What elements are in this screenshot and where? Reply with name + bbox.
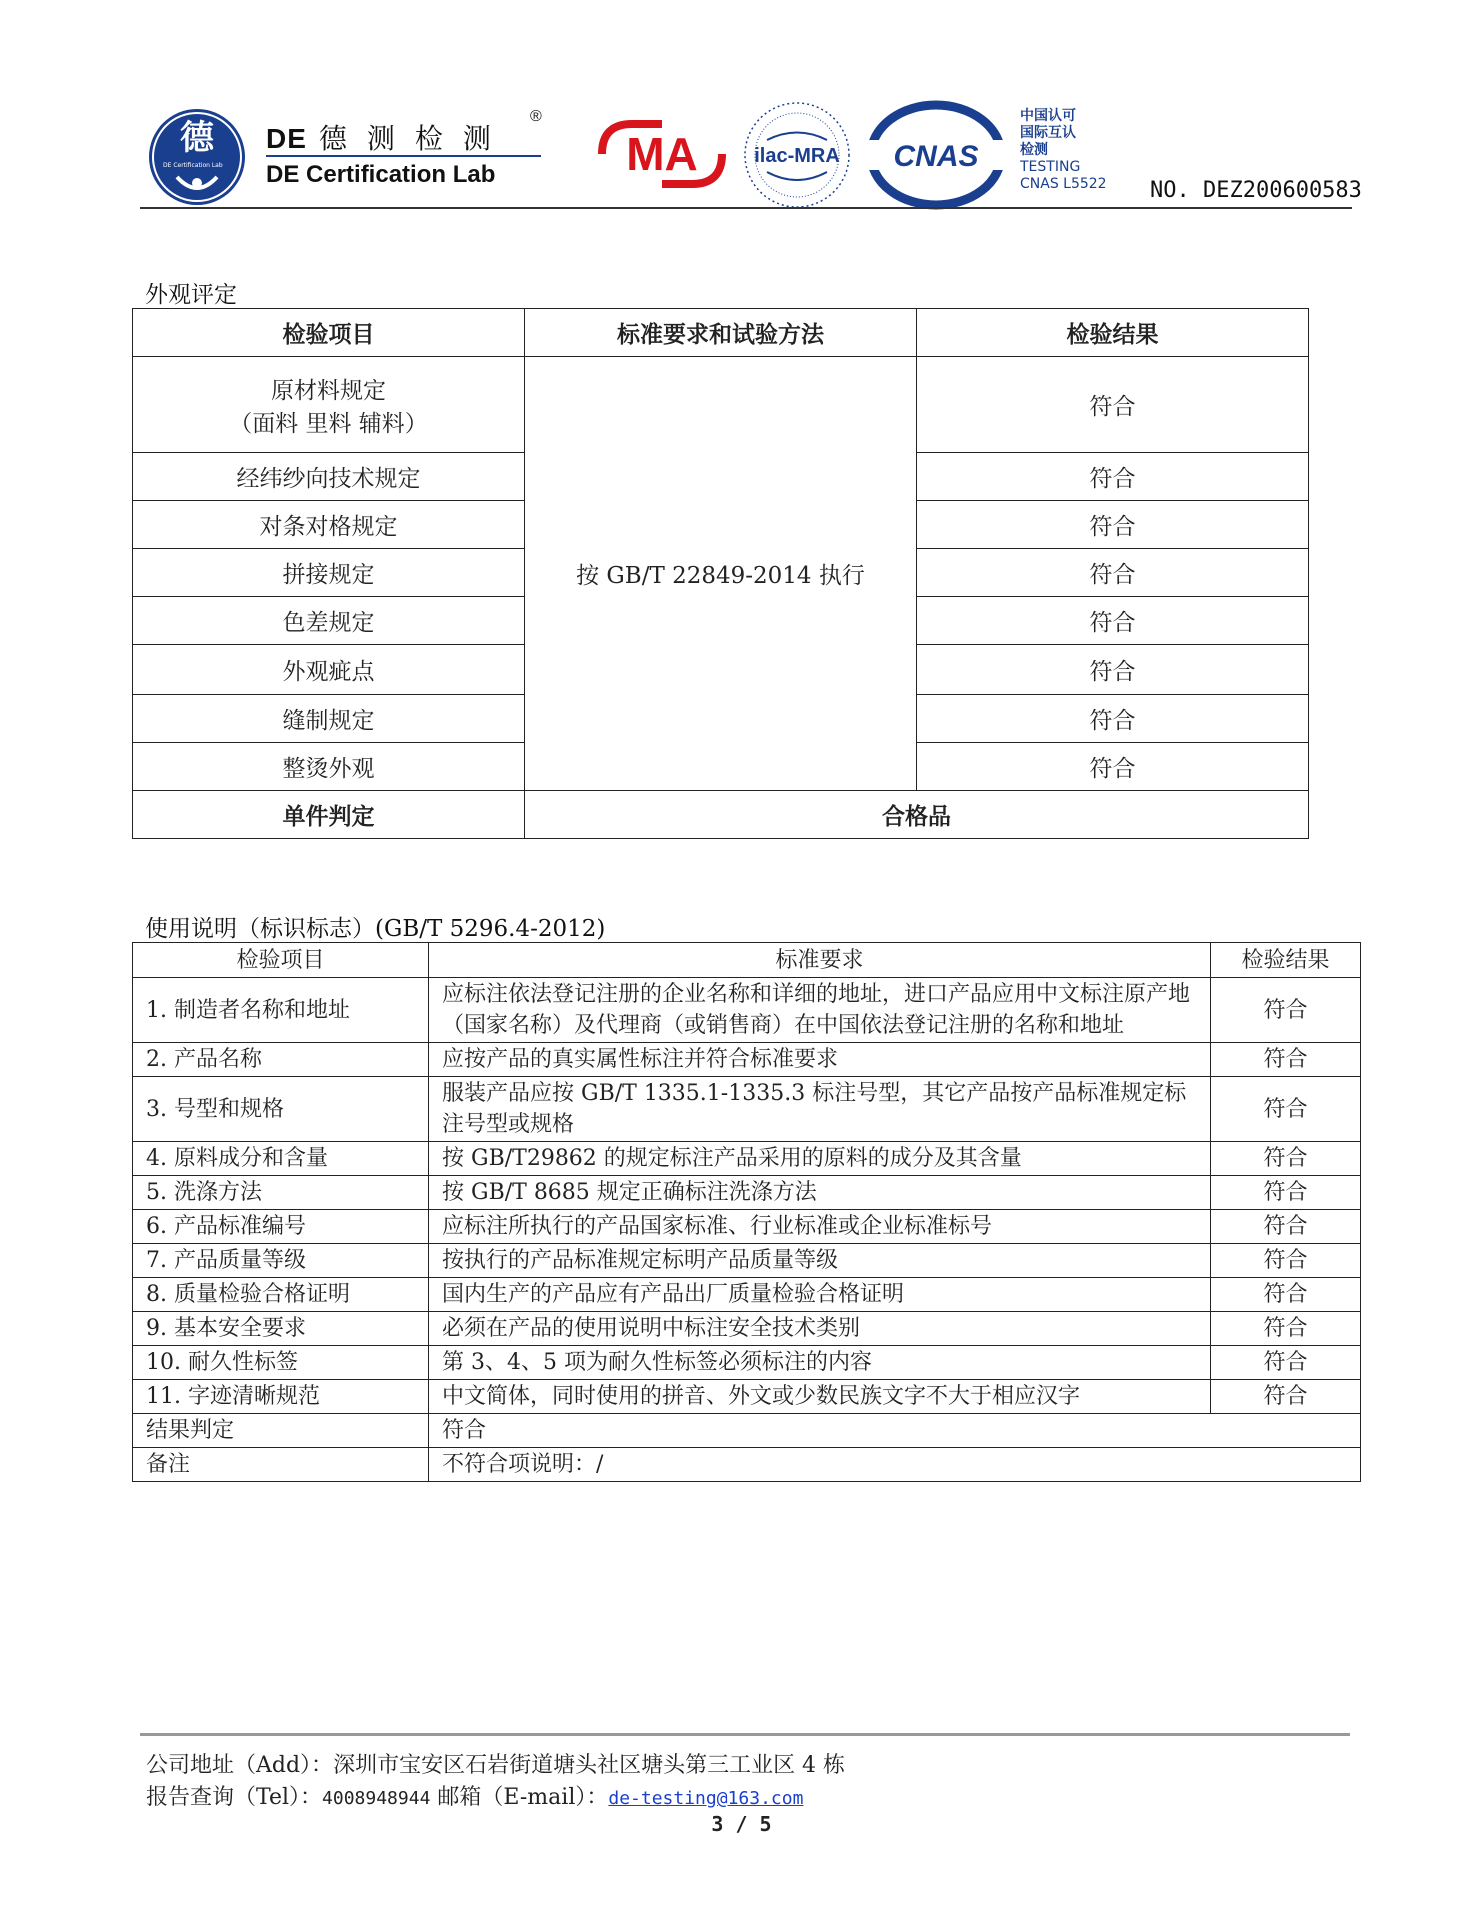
instructions-result: 符合 [1211,1244,1361,1278]
appearance-header-result: 检验结果 [917,309,1309,357]
instructions-item: 4. 原料成分和含量 [133,1142,429,1176]
instructions-req: 应按产品的真实属性标注并符合标准要求 [429,1043,1211,1077]
address-value: 深圳市宝安区石岩街道塘头社区塘头第三工业区 4 栋 [333,1753,846,1778]
appearance-result: 符合 [917,501,1309,549]
table-row [133,978,1361,1043]
de-logo [143,107,251,207]
cma-text: MA [626,128,698,180]
brand-en-name: DE Certification Lab [266,161,496,188]
address-label: 公司地址（Add）： [146,1753,334,1778]
instructions-req: 按 GB/T29862 的规定标注产品采用的原料的成分及其含量 [429,1142,1211,1176]
instructions-req: 按执行的产品标准规定标明产品质量等级 [429,1244,1211,1278]
appearance-verdict-label: 单件判定 [133,791,525,839]
appearance-header-row [133,309,1309,357]
appearance-verdict-value: 合格品 [525,791,1309,839]
instructions-item: 7. 产品质量等级 [133,1244,429,1278]
instructions-title: 使用说明（标识标志）(GB/T 5296.4-2012) [145,916,606,942]
table-row [133,1043,1361,1077]
table-row [133,1380,1361,1414]
appearance-result: 符合 [917,645,1309,695]
footer-rule [140,1733,1350,1736]
table-row [133,357,1309,453]
ilac-text: ilac-MRA [754,145,840,167]
cnas-caption [1020,108,1107,193]
instructions-table [132,942,1361,1482]
table-row [133,1142,1361,1176]
appearance-item: 整烫外观 [133,743,525,791]
header-rule [140,207,1352,209]
instructions-req: 第 3、4、5 项为耐久性标签必须标注的内容 [429,1346,1211,1380]
tel-label: 报告查询（Tel）： [146,1785,323,1810]
cnas-line-3: 检测 [1020,142,1048,158]
appearance-item [133,357,525,453]
instructions-result: 符合 [1211,1380,1361,1414]
instructions-header-req: 标准要求 [429,943,1211,978]
appearance-result: 符合 [917,453,1309,501]
instructions-item: 10. 耐久性标签 [133,1346,429,1380]
appearance-item: 缝制规定 [133,695,525,743]
cma-logo [592,118,732,190]
footer-contact [146,1780,803,1811]
brand-abbr: DE [266,123,307,154]
appearance-table [132,308,1309,839]
appearance-verdict-row [133,791,1309,839]
appearance-result: 符合 [917,597,1309,645]
instructions-req: 中文简体，同时使用的拼音、外文或少数民族文字不大于相应汉字 [429,1380,1211,1414]
appearance-item-line2: （面料 里料 辅料） [229,410,428,437]
table-row [133,1077,1361,1142]
instructions-result: 符合 [1211,1210,1361,1244]
appearance-item: 对条对格规定 [133,501,525,549]
appearance-item: 经纬纱向技术规定 [133,453,525,501]
instructions-result: 符合 [1211,1312,1361,1346]
instructions-item: 3. 号型和规格 [133,1077,429,1142]
instructions-result: 符合 [1211,1176,1361,1210]
footer-address [146,1748,845,1779]
instructions-result: 符合 [1211,1142,1361,1176]
brand-title [266,117,511,157]
instructions-header-item: 检验项目 [133,943,429,978]
instructions-req: 必须在产品的使用说明中标注安全技术类别 [429,1312,1211,1346]
table-row [133,1278,1361,1312]
cnas-code: CNAS L5522 [1020,176,1107,192]
appearance-item: 外观疵点 [133,645,525,695]
instructions-item: 11. 字迹清晰规范 [133,1380,429,1414]
instructions-req: 国内生产的产品应有产品出厂质量检验合格证明 [429,1278,1211,1312]
appearance-item: 色差规定 [133,597,525,645]
table-row [133,1210,1361,1244]
instructions-req: 按 GB/T 8685 规定正确标注洗涤方法 [429,1176,1211,1210]
instructions-verdict-row [133,1414,1361,1448]
logo-char: 德 [180,118,214,158]
instructions-result: 符合 [1211,978,1361,1043]
registered-mark: ® [530,108,542,125]
email-link[interactable]: de-testing@163.com [608,1788,804,1809]
instructions-item: 5. 洗涤方法 [133,1176,429,1210]
instructions-item: 9. 基本安全要求 [133,1312,429,1346]
instructions-result: 符合 [1211,1077,1361,1142]
instructions-result: 符合 [1211,1278,1361,1312]
table-row [133,1346,1361,1380]
tel-value: 4008948944 [322,1788,431,1809]
table-row [133,1312,1361,1346]
instructions-result: 符合 [1211,1346,1361,1380]
instructions-verdict-label: 结果判定 [133,1414,429,1448]
report-number: NO. DEZ200600583 [1150,178,1362,203]
instructions-remark-row [133,1448,1361,1482]
brand-divider [266,155,541,157]
cnas-testing: TESTING [1020,159,1081,175]
instructions-req: 应标注依法登记注册的企业名称和详细的地址，进口产品应用中文标注原产地（国家名称）及代理商（或销售商）在中国依法登记注册的名称和地址 [429,978,1211,1043]
instructions-remark-value: 不符合项说明：/ [429,1448,1361,1482]
appearance-result: 符合 [917,357,1309,453]
instructions-item: 1. 制造者名称和地址 [133,978,429,1043]
instructions-result: 符合 [1211,1043,1361,1077]
appearance-header-method: 标准要求和试验方法 [525,309,917,357]
appearance-item-line1: 原材料规定 [271,377,386,404]
instructions-item: 6. 产品标准编号 [133,1210,429,1244]
appearance-result: 符合 [917,743,1309,791]
appearance-header-item: 检验项目 [133,309,525,357]
instructions-req: 应标注所执行的产品国家标准、行业标准或企业标准标号 [429,1210,1211,1244]
cnas-logo [866,100,1006,210]
page-number: 3 / 5 [711,1812,772,1836]
instructions-item: 8. 质量检验合格证明 [133,1278,429,1312]
brand-cn-name: 德测检测 [318,122,511,155]
table-row [133,1244,1361,1278]
appearance-method: 按 GB/T 22849-2014 执行 [525,357,917,791]
instructions-remark-label: 备注 [133,1448,429,1482]
email-label: 邮箱（E-mail）： [437,1785,609,1810]
instructions-req: 服装产品应按 GB/T 1335.1-1335.3 标注号型，其它产品按产品标准规定标注号型或规格 [429,1077,1211,1142]
instructions-header-row [133,943,1361,978]
cnas-text: CNAS [893,140,979,173]
appearance-title: 外观评定 [145,282,237,308]
instructions-verdict-value: 符合 [429,1414,1361,1448]
appearance-item: 拼接规定 [133,549,525,597]
cnas-line-1: 中国认可 [1020,108,1076,124]
appearance-result: 符合 [917,549,1309,597]
table-row [133,1176,1361,1210]
instructions-item: 2. 产品名称 [133,1043,429,1077]
instructions-header-result: 检验结果 [1211,943,1361,978]
logo-ring-text: DE Certification Lab [163,162,223,169]
appearance-result: 符合 [917,695,1309,743]
cnas-line-2: 国际互认 [1020,125,1076,141]
ilac-mra-logo [742,100,852,210]
